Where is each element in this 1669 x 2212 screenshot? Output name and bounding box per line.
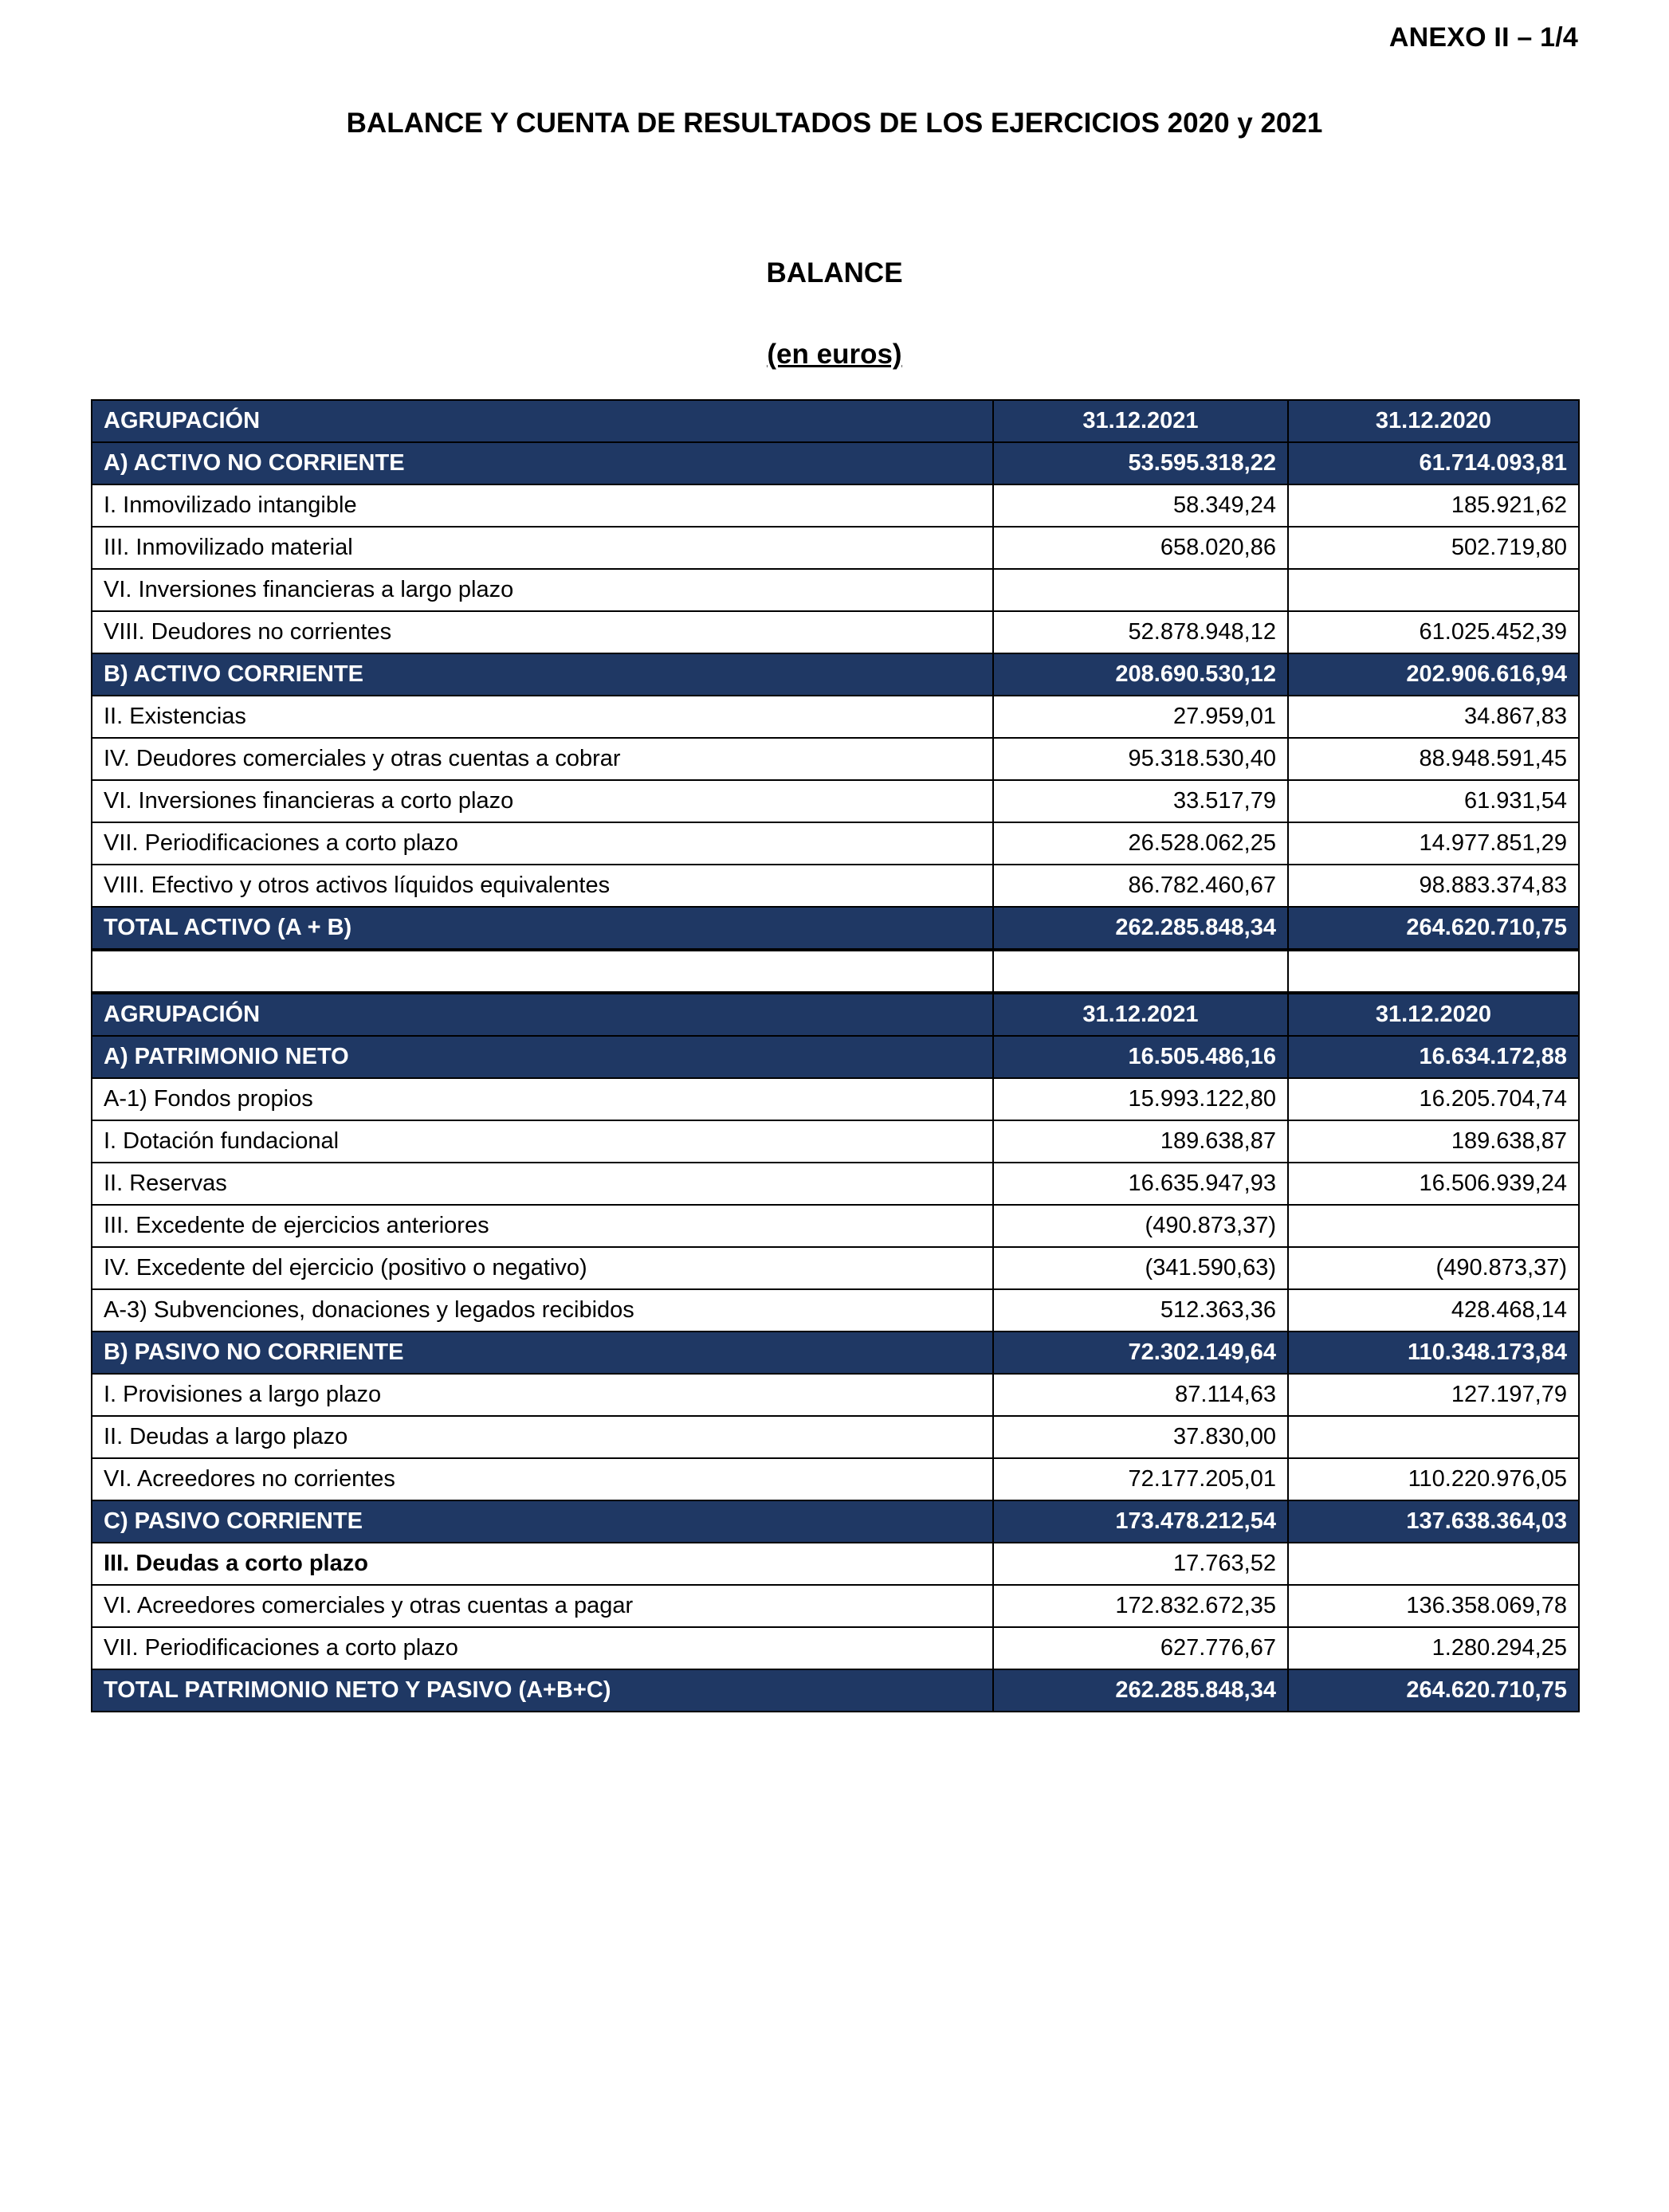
agrupacion-cell: IV. Deudores comerciales y otras cuentas a cobrar: [92, 738, 993, 780]
value-2021-cell: 17.763,52: [993, 1543, 1288, 1585]
value-2020-cell: 16.205.704,74: [1288, 1078, 1579, 1120]
table-row: [92, 569, 1579, 611]
agrupacion-cell: VI. Inversiones financieras a corto plazo: [92, 780, 993, 822]
value-2021-cell: 27.959,01: [993, 696, 1288, 738]
value-2021-cell: 53.595.318,22: [993, 442, 1288, 484]
agrupacion-cell: VII. Periodificaciones a corto plazo: [92, 822, 993, 865]
page-title: BALANCE Y CUENTA DE RESULTADOS DE LOS EJERCICIOS 2020 y 2021: [346, 108, 1323, 139]
agrupacion-cell: III. Deudas a corto plazo: [92, 1543, 993, 1585]
annex-label: ANEXO II – 1/4: [1388, 22, 1578, 53]
table-row: [92, 1247, 1579, 1289]
value-2020-cell: 110.348.173,84: [1288, 1332, 1579, 1374]
agrupacion-cell: A) ACTIVO NO CORRIENTE: [92, 442, 993, 484]
value-2020-cell: 16.634.172,88: [1288, 1036, 1579, 1078]
header-date-2020: 31.12.2020: [1288, 400, 1579, 442]
agrupacion-cell: I. Dotación fundacional: [92, 1120, 993, 1163]
agrupacion-cell: III. Excedente de ejercicios anteriores: [92, 1205, 993, 1247]
table-row: [92, 822, 1579, 865]
value-2021-cell: 627.776,67: [993, 1627, 1288, 1669]
value-2021-cell: 512.363,36: [993, 1289, 1288, 1332]
value-2020-cell: 428.468,14: [1288, 1289, 1579, 1332]
value-2021-cell: 87.114,63: [993, 1374, 1288, 1416]
table-row: [92, 1205, 1579, 1247]
value-2021-cell: 26.528.062,25: [993, 822, 1288, 865]
value-2020-cell: 189.638,87: [1288, 1120, 1579, 1163]
agrupacion-cell: IV. Excedente del ejercicio (positivo o negativo): [92, 1247, 993, 1289]
spacer-cell: [1288, 951, 1579, 992]
value-2021-cell: 16.505.486,16: [993, 1036, 1288, 1078]
table-row: [92, 1416, 1579, 1458]
value-2020-cell: 34.867,83: [1288, 696, 1579, 738]
agrupacion-cell: C) PASIVO CORRIENTE: [92, 1500, 993, 1543]
agrupacion-cell: I. Provisiones a largo plazo: [92, 1374, 993, 1416]
agrupacion-cell: B) PASIVO NO CORRIENTE: [92, 1332, 993, 1374]
value-2020-cell: 16.506.939,24: [1288, 1163, 1579, 1205]
table-row: [92, 1289, 1579, 1332]
table-row: [92, 527, 1579, 569]
agrupacion-cell: A-3) Subvenciones, donaciones y legados recibidos: [92, 1289, 993, 1332]
value-2020-cell: 137.638.364,03: [1288, 1500, 1579, 1543]
value-2020-cell: 202.906.616,94: [1288, 653, 1579, 696]
table-row: [92, 1120, 1579, 1163]
table-row: [92, 611, 1579, 653]
section-row: [92, 442, 1579, 484]
value-2021-cell: 52.878.948,12: [993, 611, 1288, 653]
value-2021-cell: 16.635.947,93: [993, 1163, 1288, 1205]
header-date-2020: 31.12.2020: [1288, 994, 1579, 1036]
table-row: [92, 696, 1579, 738]
value-2021-cell: 86.782.460,67: [993, 865, 1288, 907]
spacer-cell: [92, 951, 993, 992]
value-2020-cell: [1288, 1205, 1579, 1247]
table-row: [92, 780, 1579, 822]
balance-section-title: BALANCE: [766, 257, 903, 288]
agrupacion-cell: I. Inmovilizado intangible: [92, 484, 993, 527]
value-2021-cell: 33.517,79: [993, 780, 1288, 822]
table-spacer-row: [91, 950, 1580, 993]
agrupacion-cell: II. Reservas: [92, 1163, 993, 1205]
spacer-cell: [993, 951, 1288, 992]
agrupacion-cell: A-1) Fondos propios: [92, 1078, 993, 1120]
table-row: [92, 738, 1579, 780]
table-row: [92, 484, 1579, 527]
value-2020-cell: 264.620.710,75: [1288, 907, 1579, 949]
agrupacion-cell: II. Deudas a largo plazo: [92, 1416, 993, 1458]
section-row: [92, 1332, 1579, 1374]
value-2021-cell: (490.873,37): [993, 1205, 1288, 1247]
value-2021-cell: 658.020,86: [993, 527, 1288, 569]
value-2021-cell: (341.590,63): [993, 1247, 1288, 1289]
value-2020-cell: 61.714.093,81: [1288, 442, 1579, 484]
agrupacion-cell: TOTAL ACTIVO (A + B): [92, 907, 993, 949]
table-row: [92, 1585, 1579, 1627]
value-2021-cell: 208.690.530,12: [993, 653, 1288, 696]
table-row: [92, 1458, 1579, 1500]
table-patrimonio-pasivo: [91, 993, 1580, 1712]
value-2021-cell: 72.302.149,64: [993, 1332, 1288, 1374]
value-2021-cell: 173.478.212,54: [993, 1500, 1288, 1543]
section-row: [92, 1036, 1579, 1078]
agrupacion-cell: II. Existencias: [92, 696, 993, 738]
header-date-2021: 31.12.2021: [993, 400, 1288, 442]
value-2020-cell: [1288, 1416, 1579, 1458]
value-2021-cell: 262.285.848,34: [993, 1669, 1288, 1712]
value-2021-cell: 58.349,24: [993, 484, 1288, 527]
header-date-2021: 31.12.2021: [993, 994, 1288, 1036]
agrupacion-cell: VII. Periodificaciones a corto plazo: [92, 1627, 993, 1669]
value-2021-cell: 72.177.205,01: [993, 1458, 1288, 1500]
table-header-row: [92, 994, 1579, 1036]
value-2021-cell: 37.830,00: [993, 1416, 1288, 1458]
balance-tables: [91, 399, 1578, 1712]
agrupacion-cell: VIII. Deudores no corrientes: [92, 611, 993, 653]
value-2020-cell: 61.931,54: [1288, 780, 1579, 822]
value-2020-cell: [1288, 1543, 1579, 1585]
agrupacion-cell: VI. Acreedores no corrientes: [92, 1458, 993, 1500]
value-2020-cell: 502.719,80: [1288, 527, 1579, 569]
value-2020-cell: 98.883.374,83: [1288, 865, 1579, 907]
value-2020-cell: 14.977.851,29: [1288, 822, 1579, 865]
value-2020-cell: (490.873,37): [1288, 1247, 1579, 1289]
agrupacion-cell: VI. Acreedores comerciales y otras cuentas a pagar: [92, 1585, 993, 1627]
table-row: [92, 865, 1579, 907]
value-2020-cell: 127.197,79: [1288, 1374, 1579, 1416]
value-2021-cell: 262.285.848,34: [993, 907, 1288, 949]
value-2020-cell: 88.948.591,45: [1288, 738, 1579, 780]
table-header-row: [92, 400, 1579, 442]
header-agrupacion: AGRUPACIÓN: [92, 400, 993, 442]
table-row: [92, 1543, 1579, 1585]
table-activo: [91, 399, 1580, 950]
section-row: [92, 907, 1579, 949]
value-2021-cell: [993, 569, 1288, 611]
value-2020-cell: [1288, 569, 1579, 611]
agrupacion-cell: TOTAL PATRIMONIO NETO Y PASIVO (A+B+C): [92, 1669, 993, 1712]
section-row: [92, 1669, 1579, 1712]
value-2021-cell: 15.993.122,80: [993, 1078, 1288, 1120]
table-row: [92, 1627, 1579, 1669]
value-2021-cell: 95.318.530,40: [993, 738, 1288, 780]
value-2021-cell: 189.638,87: [993, 1120, 1288, 1163]
value-2020-cell: 1.280.294,25: [1288, 1627, 1579, 1669]
value-2020-cell: 61.025.452,39: [1288, 611, 1579, 653]
agrupacion-cell: III. Inmovilizado material: [92, 527, 993, 569]
table-row: [92, 1078, 1579, 1120]
currency-unit-label: (en euros): [767, 339, 902, 370]
table-row: [92, 1374, 1579, 1416]
agrupacion-cell: A) PATRIMONIO NETO: [92, 1036, 993, 1078]
section-row: [92, 1500, 1579, 1543]
section-row: [92, 653, 1579, 696]
value-2020-cell: 264.620.710,75: [1288, 1669, 1579, 1712]
value-2020-cell: 136.358.069,78: [1288, 1585, 1579, 1627]
value-2020-cell: 185.921,62: [1288, 484, 1579, 527]
table-row: [92, 1163, 1579, 1205]
agrupacion-cell: B) ACTIVO CORRIENTE: [92, 653, 993, 696]
agrupacion-cell: VI. Inversiones financieras a largo plazo: [92, 569, 993, 611]
value-2021-cell: 172.832.672,35: [993, 1585, 1288, 1627]
agrupacion-cell: VIII. Efectivo y otros activos líquidos equivalentes: [92, 865, 993, 907]
value-2020-cell: 110.220.976,05: [1288, 1458, 1579, 1500]
header-agrupacion: AGRUPACIÓN: [92, 994, 993, 1036]
